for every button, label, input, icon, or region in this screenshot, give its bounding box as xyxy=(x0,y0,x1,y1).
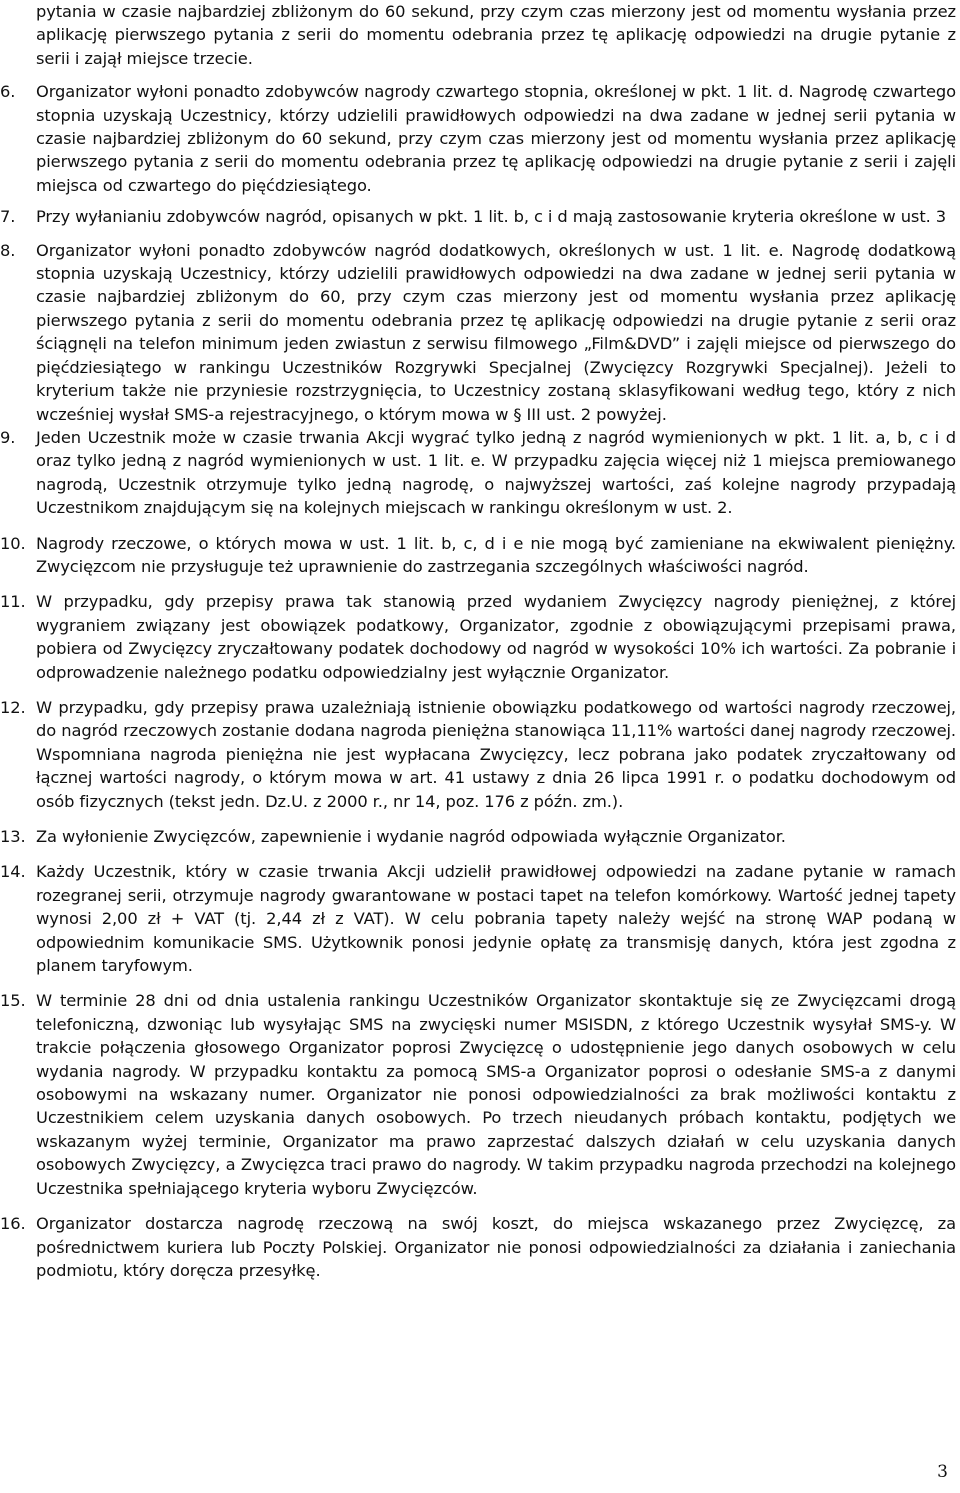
list-item-10 xyxy=(0,532,956,579)
item-number: 16. xyxy=(0,1214,26,1234)
item-number: 12. xyxy=(0,697,26,717)
item-text: W terminie 28 dni od dnia ustalenia rankingu Uczestników Organizator skontaktuje się ze Zwycięzcami drogą telefoniczną, dzwoniąc lub wysyłając SMS na zwycięski numer MSISDN, z którego Uczestnik wysyłał SMS-y. W trakcie połączenia głosowego Organizator poprosi Zwycięzcę o udostępnienie jego danych osobowych w celu wydania nagrody. W przypadku kontaktu za pomocą SMS-a Organizator poprosi o odesłanie SMS-a z danymi osobowymi na wskazany numer. Organizator nie ponosi odpowiedzialności za brak możliwości kontaktu z Uczestnikiem celem uzyskania danych osobowych. Po trzech nieudanych próbach kontaktu, podjętych we wskazanym wyżej terminie, Organizator ma prawo zaprzestać dalszych działań w celu uzyskania danych osobowych Zwycięzcy, a Zwycięzca traci prawo do nagrody. W takim przypadku nagroda przechodzi na kolejnego Uczestnika spełniającego kryteria wyboru Zwycięzców. xyxy=(36,991,956,1198)
item-text: Jeden Uczestnik może w czasie trwania Akcji wygrać tylko jedną z nagród wymienionych w pkt. 1 lit. a, b, c i d oraz tylko jedną z nagród wymienionych w ust. 1 lit. e. W przypadku zajęcia więcej niż 1 miejsca premiowanego nagrodą, Uczestnik otrzymuje tylko jedną nagrodę, o najwyższej wartości, zaś kolejne nagrody przypadają Uczestnikom znajdującym się na kolejnych miejscach w rankingu określonym w ust. 2. xyxy=(36,427,956,518)
intro-paragraph: pytania w czasie najbardziej zbliżonym do 60 sekund, przy czym czas mierzony jest od momentu wysłania przez aplikację pierwszego pytania z serii do momentu odebrania przez tę aplikację odpowiedzi na drugie pytanie z serii i zajął miejsce trzecie. xyxy=(36,2,956,68)
page-number: 3 xyxy=(937,1462,948,1482)
item-number: 9. xyxy=(0,427,16,447)
item-text: Każdy Uczestnik, który w czasie trwania Akcji udzielił prawidłowej odpowiedzi na zadane pytanie w ramach rozegranej serii, otrzymuje nagrody gwarantowane w postaci tapet na telefon komórkowy. Wartość jednej tapety wynosi 2,00 zł + VAT (tj. 2,44 zł z VAT). W celu pobrania tapety należy wejść na stronę WAP podaną w odpowiednim komunikacie SMS. Użytkownik ponosi jedynie opłatę za transmisję danych, która jest zgodna z planem taryfowym. xyxy=(36,862,956,976)
item-text: Za wyłonienie Zwycięzców, zapewnienie i wydanie nagród odpowiada wyłącznie Organizator. xyxy=(36,827,786,846)
list-item-9 xyxy=(0,426,956,520)
item-text: W przypadku, gdy przepisy prawa tak stanowią przed wydaniem Zwycięzcy nagrody pieniężnej, z której wygraniem związany jest obowiązek podatkowy, Organizator, zgodnie z obowiązującymi przepisami prawa, pobiera od Zwycięzcy zryczałtowany podatek dochodowy od nagród w wysokości 10% ich wartości. Za pobranie i odprowadzenie należnego podatku odpowiedzialny jest wyłącznie Organizator. xyxy=(36,592,956,682)
item-text: Organizator wyłoni ponadto zdobywców nagrody czwartego stopnia, określonej w pkt. 1 lit. d. Nagrodę czwartego stopnia uzyskają Uczestnicy, którzy udzielili prawidłowych odpowiedzi na dwa zadane w jednej serii pytania w czasie najbardziej zbliżonym do 60 sekund, przy czym czas mierzony jest od momentu wysłania przez aplikację pierwszego pytania z serii do momentu odebrania przez tę aplikację odpowiedzi na drugie pytanie z serii i zajęli miejsca od czwartego do pięćdziesiątego. xyxy=(36,82,956,195)
item-number: 15. xyxy=(0,991,26,1011)
item-number: 14. xyxy=(0,862,26,882)
item-number: 13. xyxy=(0,827,26,846)
list-item-13 xyxy=(0,825,956,848)
item-text: W przypadku, gdy przepisy prawa uzależniają istnienie obowiązku podatkowego od wartości nagrody rzeczowej, do nagród rzeczowych zostanie dodana nagroda pieniężna stanowiąca 11,11% wartości danej nagrody rzeczowej. Wspomniana nagroda pieniężna nie jest wypłacana Zwycięzcy, lecz pobrana jako podatek zryczałtowany od łącznej wartości nagrody, o którym mowa w art. 41 ustawy z dnia 26 lipca 1991 r. o podatku dochodowym od osób fizycznych (tekst jedn. Dz.U. z 2000 r., nr 14, poz. 176 z późn. zm.). xyxy=(36,697,956,811)
list-item-14 xyxy=(0,860,956,977)
list-item-8 xyxy=(0,239,956,426)
item-number: 10. xyxy=(0,533,26,553)
item-number: 7. xyxy=(0,207,16,227)
list-item-6 xyxy=(0,80,956,197)
list-item-16 xyxy=(0,1212,956,1282)
list-item-11 xyxy=(0,590,956,684)
item-number: 6. xyxy=(0,82,16,102)
item-text: Nagrody rzeczowe, o których mowa w ust. 1 lit. b, c, d i e nie mogą być zamieniane na ekwiwalent pieniężny. Zwycięzcom nie przysługuje też uprawnienie do zastrzegania szczególnych właściwości nagród. xyxy=(36,533,956,576)
item-number: 11. xyxy=(0,592,26,612)
item-number: 8. xyxy=(0,240,16,260)
item-text: Przy wyłanianiu zdobywców nagród, opisanych w pkt. 1 lit. b, c i d mają zastosowanie kryteria określone w ust. 3 xyxy=(36,207,947,227)
item-text: Organizator dostarcza nagrodę rzeczową na swój koszt, do miejsca wskazanego przez Zwycięzcę, za pośrednictwem kuriera lub Poczty Polskiej. Organizator nie ponosi odpowiedzialności za działania i zaniechania podmiotu, który doręcza przesyłkę. xyxy=(36,1214,956,1280)
list-item-7 xyxy=(0,205,956,228)
list-item-12 xyxy=(0,696,956,813)
list-item-15 xyxy=(0,989,956,1200)
item-text: Organizator wyłoni ponadto zdobywców nagród dodatkowych, określonych w ust. 1 lit. e. Nagrodę dodatkową stopnia uzyskają Uczestnicy, którzy udzielili prawidłowych odpowiedzi na dwa zadane w jednej serii pytania w czasie najbardziej zbliżonym do 60, przy czym czas mierzony jest od momentu wysłania przez aplikację pierwszego pytania z serii do momentu odebrania przez tę aplikację odpowiedzi na drugie pytanie z serii oraz ściągnęli na telefon minimum jeden zwiastun z serwisu filmowego „Film&DVD” i zajęli miejsce od pierwszego do pięćdziesiątego w rankingu Uczestników Rozgrywki Specjalnej (Zwycięzcy Rozgrywki Specjalnej). Jeżeli to kryterium także nie przyniesie rozstrzygnięcia, to Uczestnicy zostaną sklasyfikowani według tego, który z nich wcześniej wysłał SMS-a rejestracyjnego, o którym mowa w § III ust. 2 powyżej. xyxy=(36,240,956,424)
